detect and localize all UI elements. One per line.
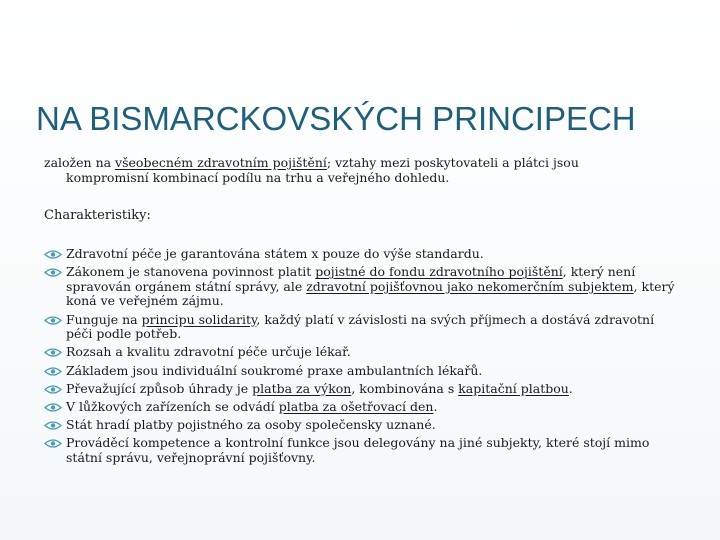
slide-title: NA BISMARCKOVSKÝCH PRINCIPECH — [36, 100, 636, 137]
list-item — [44, 313, 684, 342]
underlined-term: platba za ošetřovací den — [278, 398, 434, 414]
intro-underlined-term: všeobecném zdravotním pojištění — [115, 155, 327, 170]
bullet-text: Prováděcí kompetence a kontrolní funkce jsou delegovány na jiné subjekty, které stojí mimo státní správu, veřejnoprávní pojišťovny. — [66, 435, 650, 465]
bullet-text: Převažující způsob úhrady je — [66, 380, 253, 396]
list-item — [44, 364, 684, 379]
list-item — [44, 418, 684, 433]
subheading: Charakteristiky: — [44, 208, 151, 223]
bullet-text: , každý platí v závislosti na svých příjmech a dostává zdravotní péči podle potřeb. — [66, 311, 655, 342]
bullet-text: . — [433, 398, 438, 414]
eye-bullet-icon — [44, 420, 62, 431]
intro-line-1 — [44, 155, 684, 170]
bullet-text: Stát hradí platby pojistného za osoby společensky uznané. — [66, 417, 436, 433]
eye-bullet-icon — [44, 402, 62, 413]
bullet-text: , který není spravován orgánem státní správy, ale — [66, 264, 636, 294]
intro-text: založen na — [44, 155, 116, 170]
eye-bullet-icon — [44, 315, 62, 326]
bullet-text: Zákonem je stanovena povinnost platit — [66, 264, 316, 280]
eye-bullet-icon — [44, 384, 62, 395]
eye-bullet-icon — [44, 366, 62, 377]
bullet-text: V lůžkových zařízeních se odvádí — [66, 398, 279, 414]
list-item — [44, 265, 684, 309]
list-item — [44, 382, 684, 397]
underlined-term: kapitační platbou — [458, 380, 569, 396]
bullet-text: . — [568, 380, 573, 396]
bullet-text: Funguje na — [66, 311, 142, 327]
intro-paragraph — [44, 155, 684, 185]
underlined-term: principu solidarity — [141, 311, 257, 327]
eye-bullet-icon — [44, 267, 62, 278]
bullet-text: Rozsah a kvalitu zdravotní péče určuje lékař. — [66, 344, 351, 360]
eye-bullet-icon — [44, 249, 62, 260]
underlined-term: platba za výkon — [252, 380, 352, 396]
intro-text: ; vztahy mezi poskytovateli a plátci jsou — [326, 155, 579, 170]
underlined-term: zdravotní pojišťovnou jako nekomerčním subjektem — [306, 278, 634, 294]
bullet-text: , který koná ve veřejném zájmu. — [66, 278, 675, 309]
bullet-text: Zdravotní péče je garantována státem x pouze do výše standardu. — [66, 246, 484, 261]
list-item — [44, 400, 684, 415]
list-item — [44, 247, 684, 262]
underlined-term: pojistné do fondu zdravotního pojištění — [315, 264, 563, 280]
list-item — [44, 345, 684, 360]
bullet-list — [44, 247, 684, 469]
bullet-text: Základem jsou individuální soukromé praxe ambulantních lékařů. — [66, 362, 483, 378]
intro-line-2: kompromisní kombinací podílu na trhu a veřejného dohledu. — [66, 170, 450, 185]
bullet-text: , kombinována s — [351, 380, 459, 396]
eye-bullet-icon — [44, 347, 62, 358]
list-item — [44, 436, 684, 465]
eye-bullet-icon — [44, 438, 62, 449]
